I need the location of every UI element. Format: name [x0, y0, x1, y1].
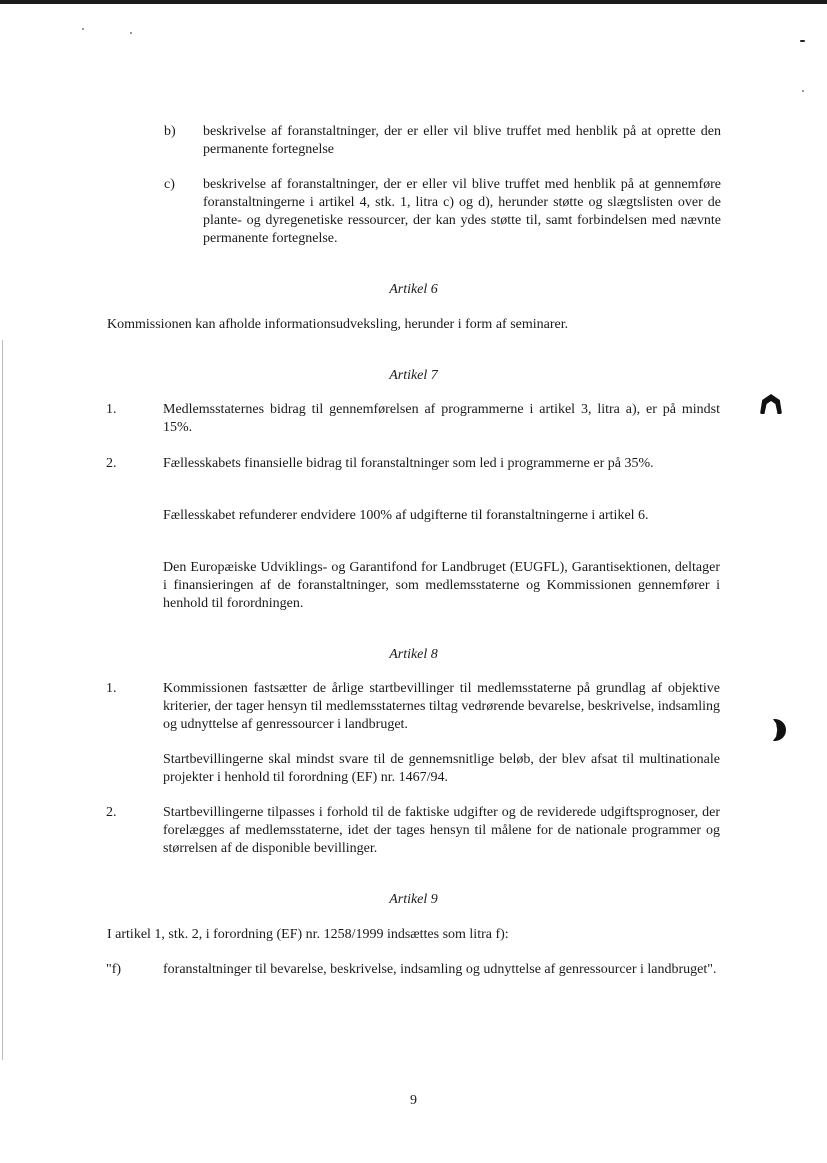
- paragraph-number: 2.: [106, 805, 117, 820]
- article-8-paragraph-3: [106, 804, 726, 860]
- scan-speck: [130, 32, 132, 34]
- article-8-paragraph-1: [106, 680, 726, 736]
- article-8-paragraph-2: Startbevillingerne skal mindst svare til de gennemsnitlige beløb, der blev afsat til multinationale projekter i henhold til forordning (EF) nr. 1467/94.: [163, 752, 720, 785]
- article-7-paragraph-3: Fællesskabet refunderer endvidere 100% af udgifterne til foranstaltningerne i artikel 6.: [163, 508, 649, 523]
- list-item-text: beskrivelse af foranstaltninger, der er eller vil blive truffet med henblik på at gennemføre foranstaltningerne i artikel 4, stk. 1, litra c) og d), herunder støtte og slægtslisten over de plante- og dyregenetiske ressourcer, der kan ydes støtte til, samt forbindelsen med nævnte permanente fortegnelse.: [203, 177, 721, 246]
- article-9-item-f: [106, 961, 726, 1001]
- list-item-b: [164, 123, 724, 163]
- article-7-paragraph-4: Den Europæiske Udviklings- og Garantifond for Landbruget (EUGFL), Garantisektionen, deltager i finansieringen af de foranstaltninger, som medlemsstaterne og Kommissionen gennemfører i henhold til forordningen.: [163, 560, 720, 611]
- scan-speck: [82, 28, 84, 30]
- article-7-heading: Artikel 7: [389, 368, 438, 383]
- paragraph-text: Startbevillingerne tilpasses i forhold til de faktiske udgifter og de reviderede udgiftsprognoser, der forelægges af medlemsstaterne, idet der tages hensyn til målene for de nationale programmer og størrelsen af de disponible bevillinger.: [163, 805, 720, 856]
- list-item-text: foranstaltninger til bevarelse, beskrivelse, indsamling og udnyttelse af genressourcer i landbruget".: [163, 962, 717, 977]
- article-9-intro: I artikel 1, stk. 2, i forordning (EF) nr. 1258/1999 indsættes som litra f):: [107, 927, 509, 942]
- list-item-label: b): [164, 124, 176, 139]
- paragraph-number: 1.: [106, 402, 117, 417]
- paragraph-number: 1.: [106, 681, 117, 696]
- scan-speck: [800, 40, 805, 42]
- paragraph-number: 2.: [106, 456, 117, 471]
- paragraph-text: Medlemsstaternes bidrag til gennemførelsen af programmerne i artikel 3, litra a), er på mindst 15%.: [163, 402, 720, 435]
- punch-hole-mark: [764, 719, 786, 741]
- scan-left-edge: [2, 340, 3, 1060]
- scan-top-edge: [0, 0, 827, 4]
- article-6-text: Kommissionen kan afholde informationsudveksling, herunder i form af seminarer.: [107, 317, 569, 332]
- scan-speck: [802, 90, 804, 92]
- article-7-paragraph-1: [106, 401, 726, 441]
- article-8-heading: Artikel 8: [389, 647, 438, 662]
- list-item-c: [164, 176, 724, 252]
- punch-hole-mark: [760, 394, 782, 414]
- list-item-label: c): [164, 177, 175, 192]
- paragraph-text: Fællesskabets finansielle bidrag til foranstaltninger som led i programmerne er på 35%.: [163, 456, 654, 471]
- page-number: 9: [410, 1093, 417, 1108]
- list-item-label: "f): [106, 962, 122, 977]
- article-7-paragraph-2: [106, 455, 726, 495]
- article-9-heading: Artikel 9: [389, 892, 438, 907]
- list-item-text: beskrivelse af foranstaltninger, der er eller vil blive truffet med henblik på at oprette den permanente fortegnelse: [203, 124, 721, 157]
- paragraph-text: Kommissionen fastsætter de årlige startbevillinger til medlemsstaterne på grundlag af objektive kriterier, der tager hensyn til medlemsstaternes tiltag vedrørende bevarelse, beskrivelse, indsamling og udnyttelse af genressourcer i landbruget.: [163, 681, 720, 732]
- article-6-heading: Artikel 6: [389, 282, 438, 297]
